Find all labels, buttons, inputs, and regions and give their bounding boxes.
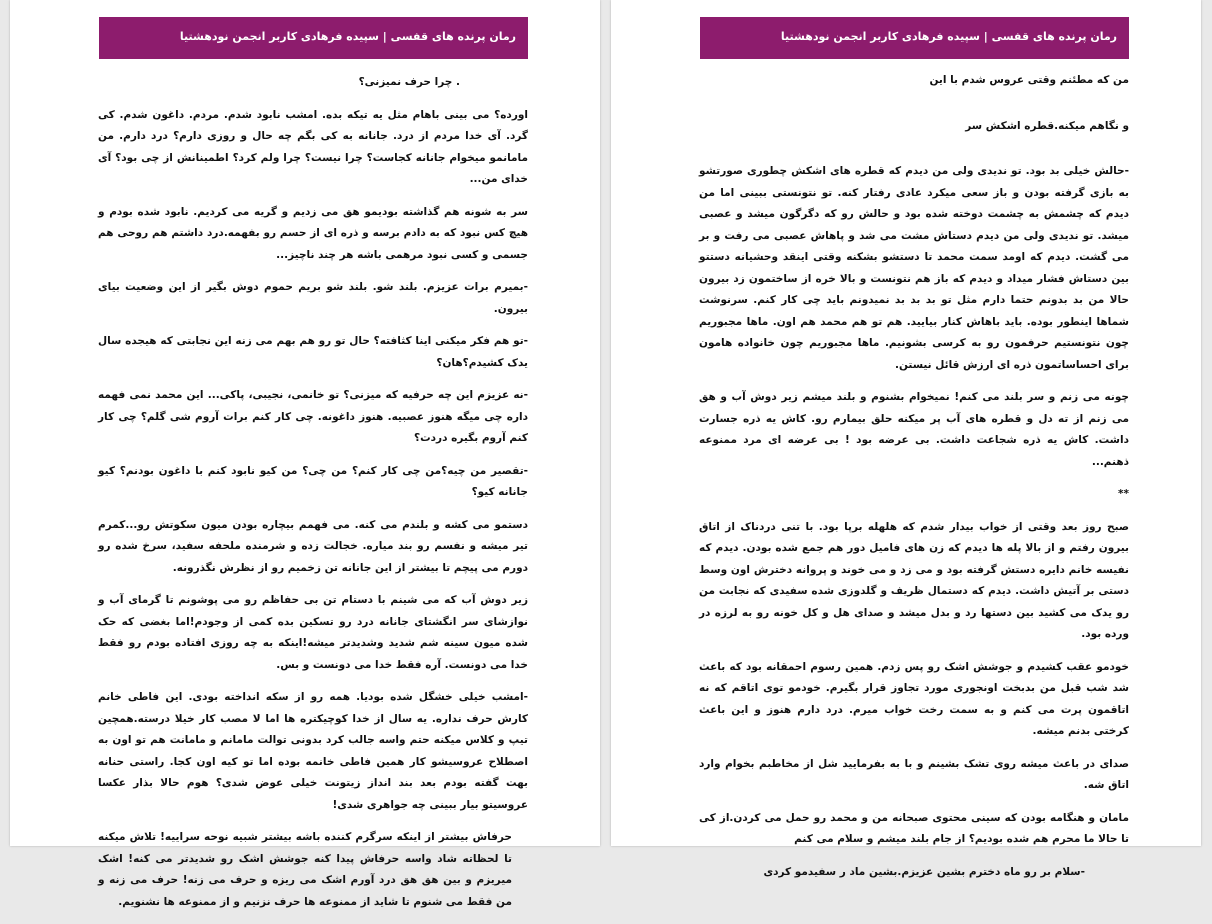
page-header-right: [700, 17, 1129, 59]
page-right: [611, 0, 1201, 878]
paragraph: من که مطئنم وقتی عروس شدم با این: [929, 74, 1129, 86]
paragraph: -تو هم فکر میکنی اینا کثافته؟ حال تو رو هم بهم می زنه این نجابتی که هیجده سال یدک کشیدم؟هان؟: [98, 335, 528, 369]
page-body-left: [98, 72, 528, 924]
paragraph: سر به شونه هم گذاشته بودیمو هق می زدیم و گریه می کردیم. نابود شده بودم و هیچ کس نبود که به دادم برسه و ذره ای از حسم رو بفهمه.درد داشتم هم روحی هم جسمی و کسی نبود مرهمی باشه هر چند ناچیز...: [98, 205, 528, 261]
paragraph: صبح روز بعد وقتی از خواب بیدار شدم که هلهله برپا بود. با تنی دردناک از اتاق بیرون رفتم و از بالا پله ها دیدم که زن های فامیل دور هم جمع شده بودن. دیدم که نفیسه خانم دایره دستش گرفته بود و می زد و می خوند و پروانه دخترش اون وسط دستی بر آتیش داشت. دیدم که دستمال ظریف و گلدوزی شده سفیدی که نجابت من رو یدک می کشید بین دستها رد و بدل میشد و صدای هل و کل خونه رو به لرزه در ورده بود.: [699, 520, 1129, 640]
paragraph: دستمو می کشه و بلندم می کنه. می فهمم بیچاره بودن میون سکوتش رو...کمرم تیر میشه و نفسم رو بند میاره. خجالت زده و شرمنده ملحفه سفید، سرخ شده رو دورم می پیچم تا بیشتر از این جانانه تن زخمیم رو از نظرش نگذرونه.: [98, 518, 528, 574]
paragraph: -سلام بر رو ماه دخترم بشین عزیزم.بشین ماد ر سفیدمو کردی: [763, 865, 1085, 878]
page-body-right: [699, 70, 1129, 894]
header-title: رمان پرنده های قفسی | سپیده فرهادی کاربر انجمن نودهشتیا: [179, 30, 516, 43]
paragraph: -نه عزیزم این چه حرفیه که میزنی؟ تو خانمی، نجیبی، پاکی... این محمد نمی فهمه داره چی میگه هنوز عصبیه. هنوز داغونه. چی کار کنم برات آروم شی گلم؟ چی کار کنم آروم بگیره دردت؟: [98, 389, 528, 444]
paragraph: -بمیرم برات عزیزم. بلند شو. بلند شو بریم حموم دوش بگیر از این وضعیت بیای بیرون.: [98, 281, 528, 315]
paragraph: اورده؟ می بینی باهام مثل یه تیکه بده. امشب نابود شدم. مردم. داغون شدم. کی گرد. آی خدا مردم از درد. جانانه به کی بگم چه حال و روزی دارم؟ درد دارم. من مامانمو میخوام جانانه کجاست؟ چرا نیست؟ چرا ولم کرد؟ اطمینانش از چی بود؟ آی خدای من...: [98, 108, 528, 185]
page-header-left: [99, 17, 528, 59]
paragraph: خودمو عقب کشیدم و جوشش اشک رو پس زدم. همین رسوم احمقانه بود که باعث شد شب قبل من بدبخت اونجوری مورد تجاوز قرار بگیرم. خودمو توی اتاقم که نه اتاقمون پرت می کنم و به سمت رخت خواب میرم. درد دارم هنوز و این باعث کرختی بدنم میشه.: [699, 660, 1129, 737]
paragraph: حرفاش بیشتر از اینکه سرگرم کننده باشه بیشتر شبیه نوحه سراییه! تلاش میکنه تا لحظاته شاد واسه حرفاش پیدا کنه جوشش اشک رو شدیدتر می کنه! اشک میریزم و بین هق هق درد آورم اشک می ریزه و حرف می زنه! حرف می زنه و من فقط می شنوم تا شاید از ممنوعه ها حرف نزنیم و از ممنوعه ها نشنویم.: [98, 831, 512, 908]
section-separator: **: [1118, 488, 1129, 500]
paragraph: مامان و هنگامه بودن که سینی محتوی صبحانه من و محمد رو حمل می کردن.از کی تا حالا ما محرم هم شده بودیم؟ از جام بلند میشم و سلام می کنم: [699, 811, 1129, 845]
paragraph: زیر دوش آب که می شینم با دستام تن بی حفاظم رو می پوشونم تا گرمای آب و نوازشای سر انگشتای جانانه درد رو تسکین بده کمی از وجودم!اما بغضی که حک شده میون سینه شم شدید وشدیدتر میشه!اینکه به چه روزی افتاده بودم رو فقط خدا می دونست. آره فقط خدا می دونست و بس.: [98, 594, 528, 671]
paragraph: -امشب خیلی خشگل شده بودیا. همه رو از سکه انداخته بودی. این فاطی خانم کارش حرف نداره. یه سال از خدا کوچیکتره ها اما لا مصب کار خیلا درسته.همچین تیپ و کلاس میکنه حتم واسه جالب کرد بدونی توالت مامانم و مامانت هم تو اون به اصطلاح عروسیشو کار همین فاطی خانمه بوده اما تو کیه اون کجا. راستی حنانه بهت گفته بودم بعد بند انداز زیتونت خیلی عوض شدی؟ هوم حالا بذار عکسا عروسیتو بیار ببینی چه جواهری شدی!: [98, 691, 528, 811]
paragraph: و نگاهم میکنه.قطره اشکش سر: [965, 119, 1129, 132]
paragraph: چونه می زنم و سر بلند می کنم! نمیخوام بشنوم و بلند میشم زیر دوش آب و هق می زنم از ته دل و قطره های آب پر میکنه حلق بیمارم رو. کاش یه ذره جسارت داشت. کاش یه ذره شجاعت داشت. بی عرضه بود ! بی عرضه ای مرد ممنوعه ذهنم...: [699, 391, 1129, 468]
header-title: رمان پرنده های قفسی | سپیده فرهادی کاربر انجمن نودهشتیا: [780, 30, 1117, 43]
page-left: [10, 0, 600, 908]
paragraph: . چرا حرف نمیزنی؟: [358, 76, 460, 88]
paragraph: صدای در باعث میشه روی تشک بشینم و با به بفرمایید شل از مخاطبم بخوام وارد اتاق شه.: [699, 757, 1129, 791]
paragraph: -حالش خیلی بد بود. تو ندیدی ولی من دیدم که قطره های اشکش چطوری صورتشو به بازی گرفته بودن و باز سعی میکرد عادی رفتار کنه. تو نتونستی ببینی اما من دیدم که چشمش به چشمت دوخته شده بود و حالش رو که دگرگون میشد و عصبی میشد. تو ندیدی ولی من دیدم دستاش مشت می شد و پاهاش عصبی می رفت و بر می گشت. دیدم که اومد سمت محمد تا دستشو بشکنه وقتی اینقد وحشیانه دستتو بین دستاش فشار میداد و دیدم که باز هم نتونست و بالا خره از ساختمون زد بیرون حالا من بد بدونم حتما دارم مثل تو بد بد بد نمیدونم باید چی کار کنم. سرنوشت شماها اینطور بوده. باید باهاش کنار بیایید. هم تو هم محمد هم اون. ماها مجبوریم چون نتونستیم حرفمون رو به کرسی بشونیم. ماها مجبوریم چون خانواده هامون برای احساساتمون ذره ای ارزش قائل نیستن.: [699, 165, 1129, 371]
paragraph: -تقصیر من چیه؟من چی کار کنم؟ من چی؟ من کیو نابود کنم با داغون بودنم؟ کیو جانانه کیو؟: [98, 464, 528, 498]
